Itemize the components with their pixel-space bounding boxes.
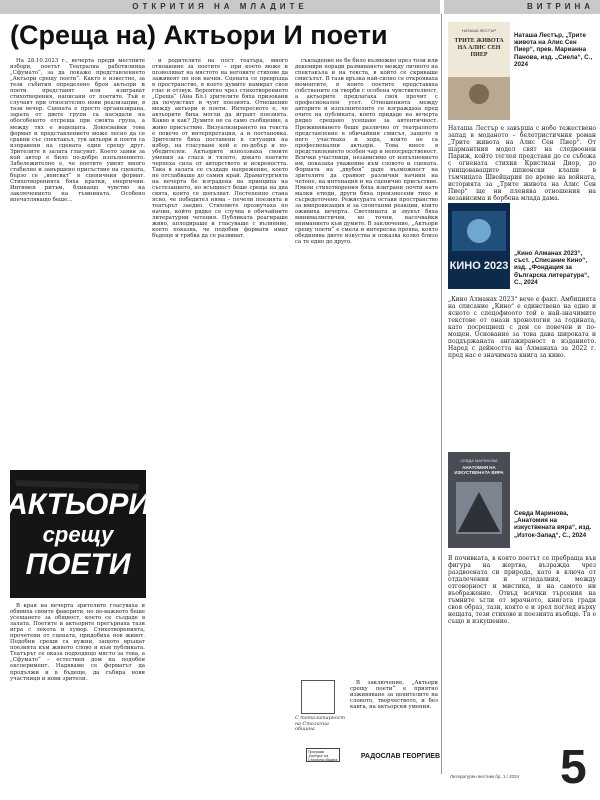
book-cover-image — [448, 22, 510, 120]
section-banner: ОТКРИТИЯ НА МЛАДИТЕ — [0, 0, 440, 14]
book-cover-image — [448, 452, 510, 548]
article-headline: (Среща на) Актьори И поети — [10, 20, 388, 50]
article-body-text: На 28.10.2023 г., вечерта преди местните избори, поетът Театрална работилница „Сфумато“, за да покаже представлението „Актьори срещу поети“. Както е известно, за тези събития определено броя актьори и поети представят или изиграват стихотворения, написани от поетите. Тъй е случаят при относително нови реализации, в тази вечер. Сцената е просто организирана, зарата от двете групи са насядали на обособеното отсреща при своята група, а между тях е водещата. Докосвайки това формат и представлението може лесно да се сравни със спектакъл, тук актьори и поети са изправени на сцената един срещу друг. Зрителите в залата гласуват. Което заяви за кой автор е било по-добро изпълнението. Забележително е, че поетите умеят много стабилно и завършено присъствие на сцената, бързо се „вписват“ в сценичния формат. Стихотворенията бяха кратки, енергични. Интимен ритъм, бликащо чувство на заключението на тъмнината. Особено впечатляващо беше... — [10, 58, 145, 204]
publication-footer: Литературен вестник бр. 1 / 2024 — [450, 774, 520, 779]
article-conclusion — [350, 680, 438, 740]
book-caption: Наташа Лестър, „Трите живота на Алис Сен Пиер“, прев. Марианна Панова, изд. „Сиела“, С., 2024 — [514, 32, 593, 68]
poster-title-line3: ПОЕТИ — [25, 548, 131, 581]
article-column-1-continued — [10, 603, 145, 765]
article-body-text: В заключение, „Актьори срещу поети“ е приятно изживяване за ценителите на словото, творчеството, и без кавга, на актьорски умения. — [350, 680, 438, 711]
book-description: В почивката, в която поетът се пребраща във фигура на жертва, възражда чрез раздвоената си природа, като в ключа от отдалечения и огледалния, между отговорност и мистика, и на самото ни въображение. Отвъд всички търсения на тъмните ъгли от мрачното, книгата гради своя образ, тази, която е и зрел поглед върху нещата, тези стихове и поезията въобще. Тя е също и изкушение. — [448, 555, 596, 625]
book-cover-author: СЕВДА МАРИНОВА — [460, 458, 498, 463]
article-body-text: В края на вечерта зрителите гласуваха и обявиха своите фаворити, но по-важното беше усещането за общност, което се създаде в залата. Поетите и актьорите прегърнаха тази игра с лекота и хумор. Стихотворенията, прочетени от сцената, придобиха нов живот. Подобни срещи са нужни, защото връщат поезията към живото слово и към публиката. Театърът се оказа подходящо място за това, а „Сфумато“ – естествен дом на подобен експеримент. Надяваме се форматът да продължи и в бъдеще, да събира нови участници и нови зрители. — [10, 603, 145, 682]
showcase-banner: ВИТРИНА — [444, 0, 600, 14]
article-column-3 — [295, 58, 438, 678]
book-cover-2 — [448, 203, 510, 289]
top-banner — [0, 0, 600, 14]
book-cover-title: ТРИТЕ ЖИВОТА НА АЛИС СЕН ПИЕР — [454, 38, 504, 58]
page-number: 5 — [560, 741, 587, 794]
book-caption: „Кино Алманах 2023“, съст. „Списание Кино“, изд. „Фондация за българска литература“, С., 2024 — [514, 250, 589, 286]
article-body-text: и родителите на пост театъра, много отношение за поетите – при което може и позволяват на мястото на неговите стихове да заживеят по нов начин. Сцената се превръща в пространство, в което думите намират своя глас и отзвук. Вероятно чрез стихотворението „Среща“ (Ана Бл.) зрителите бяха призовани да почувстват и чуят поезията. Отношение между актьори и поети. Интересното е, че актьорите биха могли да играят поезията. Какво и как? Думите не са само съобщение, а живо присъствие. Визуализирането на текста е повече от интерпретация, а и постановка. Зрителите бяха поставени в ситуация на избор, на гласуване кой е по-добър и по-убедителен. Актьорите използваха своите умения за гласа и тялото, докато поетите черпеха сила от авторството и искреността. Така в залата се създаде напрежение, което не отслабваше до самия край. Драматургията на вечерта бе изградена на принципа на състезанието, но всъщност беше среща на два свята, които се допълват. Постепенно стана ясно, че победител няма – печели поезията и театърът заедно. Стиховете прозвучаха по начин, който рядко се случва в обичайните литературни четения. Публиката реагираше живо, аплодираше и гласуваше с вълнение, което показва, че подобни формати имат бъдеще и трябва да се развиват. — [152, 58, 288, 240]
article-column-2 — [152, 58, 288, 765]
book-description: Наташа Лестър е завърша с нобо тежествено запад в моданото – белетристичния роман „Трите живота на Алис Сен Пиер“. От шармантния модел свят на следвоенен Париж, който теглея представя до се събожа с огнената стихия Кристиан Диор, до унищоваващите шпионски клаши в тъмчицата Швейцария по време на войната, историята за „Трите живота на Алис Сен Пиер“ ще ни пленява отношения на независима и борбена млада дама. — [448, 125, 596, 202]
poster-title-line1: АКТЬОРИ — [6, 488, 150, 521]
book-description: „Кино Алманах 2023“ вече е факт. Амбицията на списание „Кино“ е единствено на едно и ясното с спецофиоото той е най-значимите текстове от онази хронология за годината, като посрещнеш с ден се повечен и по-мощен. Основание за това дава широката и поддържаната ангажираност в изданието. Наред с дейността на Алманаха за 2022 г. пред нас е значимата книга за кино. — [448, 296, 596, 359]
sponsor-logo: Програма „Култура“ на Столична община — [306, 748, 340, 762]
book-cover-1 — [448, 22, 510, 120]
book-cover-image — [448, 203, 510, 289]
article-body-text: съвладение не бе било възможно през този или декември поради размиването между личното на спектакъла и на текста, в който се скриваше смисълът. В тази връзка най-силно се открояваха моментите, в които поетите представяха собствените си творби с особена чувствителност, а актьорите предлагаха своя прочит с професионален усет. Отношенията между авторите и изпълнителите се изграждаха пред очите на публиката, което придаде на вечерта рядко срещано усещане за автентичност. Преживяването беше различно от театралното представление в обичайния смисъл, защото в него участваха и хора, които не са професионални актьори. Това внесе в представлението особен чар и непосредственост. Всички участници, независимо от изпълнението им, показаха уважение към словото и сцената. Формата на „двубоя“ даде възможност на зрителите да сравнят различни начини на четене, на интонация и на сценично присъствие. Някои стихотворения бяха изиграни почти като малки етюди, други бяха произнесени тихо и съсредоточено. Режисурата остави пространство за импровизация и за спонтанни реакции, които оживиха вечерта. Светлината и звукът бяха минималистични, но точни, насочвайки вниманието към думите. В заключение, „Актьори срещу поети“ е смела и интересна проява, която обединява двете изкуства и показва колко близо са те едно до друго. — [295, 58, 438, 246]
article-column-1 — [10, 58, 145, 466]
column-divider — [441, 14, 442, 774]
photo-credit — [295, 680, 345, 752]
book-cover-title: КИНО 2023 — [449, 260, 509, 272]
photo-caption: С тоталитарност на Столична община — [295, 716, 345, 732]
book-cover-3 — [448, 452, 510, 548]
event-poster — [6, 470, 150, 598]
poster-image — [6, 470, 150, 598]
photo-placeholder-icon — [301, 680, 335, 714]
book-cover-author: НАТАША ЛЕСТЪР — [462, 28, 496, 33]
book-caption: Севда Маринова, „Анатомия на изкуствената вяра“, изд. „Изток-Запад“, С., 2024 — [514, 510, 592, 539]
book-cover-title: АНАТОМИЯ НА ИЗКУСТВЕНАТА ВЯРА — [454, 465, 504, 475]
article-author: РАДОСЛАВ ГЕОРГИЕВ — [360, 753, 440, 760]
poster-title-line2: срещу — [42, 522, 114, 547]
